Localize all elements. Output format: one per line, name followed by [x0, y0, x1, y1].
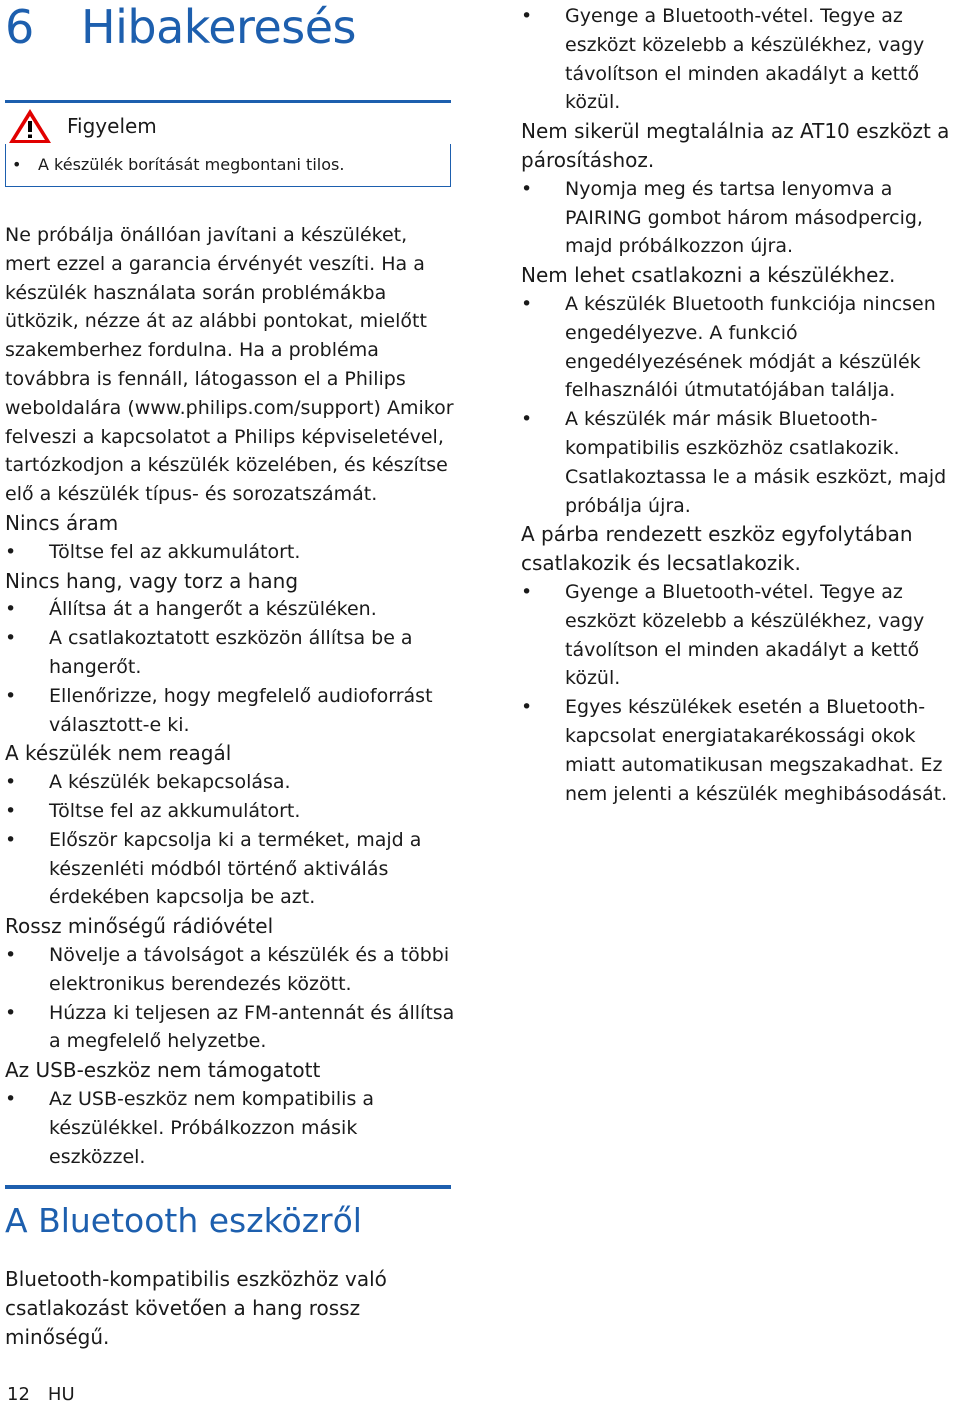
section-rule [5, 1185, 451, 1189]
section-heading: Rossz minőségű rádióvétel [5, 914, 274, 939]
list-item [521, 693, 960, 808]
list-item-text: Töltse fel az akkumulátort. [49, 799, 301, 822]
list-item-text: Növelje a távolságot a készülék és a többi elektronikus berendezés között. [49, 943, 450, 995]
list-item-text: Töltse fel az akkumulátort. [49, 540, 301, 563]
bullet: • [5, 627, 17, 650]
chapter-number: 6 [5, 0, 34, 54]
bullet-list [5, 768, 455, 912]
right-column [521, 2, 960, 808]
list-item [521, 175, 960, 261]
warning-icon [5, 107, 55, 145]
list-item-text: Húzza ki teljesen az FM-antennát és állítsa a megfelelő helyzetbe. [49, 1001, 455, 1053]
bullet: • [5, 598, 17, 621]
list-item-text: Az USB-eszköz nem kompatibilis a készülékkel. Próbálkozzon másik eszközzel. [49, 1087, 375, 1168]
list-item [5, 999, 455, 1057]
list-item-text: A készülék Bluetooth funkciója nincsen engedélyezve. A funkció engedélyezésének módját a készülék felhasználói útmutatójában találja. [565, 292, 936, 402]
chapter-title [5, 0, 455, 54]
chapter-heading: Hibakeresés [81, 0, 356, 54]
bullet: • [5, 1087, 17, 1110]
list-item-text: A készülék már másik Bluetooth-kompatibilis eszközhöz csatlakozik. Csatlakoztassa le a másik eszközt, majd próbálja újra. [565, 408, 947, 517]
list-item-text: Állítsa át a hangerőt a készüléken. [49, 598, 377, 621]
bullet: • [521, 292, 533, 315]
bullet: • [5, 828, 17, 851]
list-item-text: Először kapcsolja ki a terméket, majd a készenléti módból történő aktiválás érdekében kapcsolja be azt. [49, 828, 422, 909]
intro-paragraph: Ne próbálja önállóan javítani a készüléket, mert ezzel a garancia érvényét veszíti. Ha a készülék használata során problémákba ütközik, nézze át az alábbi pontokat, mielőtt szakemberhez fordulna. Ha a probléma továbbra is fennáll, látogasson el a Philips weboldalára (www.philips.com/support) Amikor felveszi a kapcsolatot a Philips képviseletével, tartózkodjon a készülék közelében, és készítse elő a készülék típus- és sorozatszámát. [5, 224, 454, 506]
section-heading: A párba rendezett eszköz egyfolytában csatlakozik és lecsatlakozik. [521, 522, 913, 576]
bullet: • [5, 1001, 17, 1024]
section-heading: Nem sikerül megtalálnia az AT10 eszközt a párosításhoz. [521, 119, 950, 172]
list-item [5, 1085, 455, 1171]
right-intro-list [521, 2, 960, 117]
right-troubleshooting-list [521, 117, 960, 808]
bluetooth-subheading: Bluetooth-kompatibilis eszközhöz való csatlakozást követően a hang rossz minőségű. [5, 1267, 387, 1349]
bluetooth-section-title: A Bluetooth eszközről [5, 1201, 362, 1240]
bullet-list [5, 1085, 455, 1171]
bullet: • [5, 943, 17, 966]
bullet-list [521, 290, 960, 520]
warning-header [5, 100, 451, 146]
warning-item [12, 154, 344, 176]
list-item [521, 2, 960, 117]
warning-body [5, 144, 451, 187]
section-heading: Nem lehet csatlakozni a készülékhez. [521, 263, 896, 288]
warning-box [5, 100, 451, 187]
section-heading: Nincs áram [5, 510, 119, 535]
bullet: • [5, 799, 17, 822]
list-item [5, 538, 455, 567]
bullet-list [521, 175, 960, 261]
list-item-text: Ellenőrizze, hogy megfelelő audioforrást választott-e ki. [49, 684, 433, 736]
list-item [5, 595, 455, 624]
list-item-text: Gyenge a Bluetooth-vétel. Tegye az eszközt közelebb a készülékhez, vagy távolítson el minden akadályt a kettő közül. [565, 580, 925, 690]
bullet-list [521, 578, 960, 808]
bullet: • [5, 684, 17, 707]
bullet: • [521, 5, 533, 27]
list-item [5, 682, 455, 740]
list-item [5, 826, 455, 912]
bullet-list [5, 538, 455, 567]
warning-item-text: A készülék borítását megbontani tilos. [38, 155, 345, 174]
left-troubleshooting-list [5, 509, 455, 1171]
list-item [521, 405, 960, 520]
page-footer [7, 1384, 75, 1405]
language-code: HU [47, 1384, 75, 1405]
list-item [5, 624, 455, 682]
page-number: 12 [7, 1384, 30, 1405]
list-item-text: A csatlakoztatott eszközön állítsa be a hangerőt. [49, 627, 413, 678]
bullet: • [5, 771, 17, 794]
section-heading: A készülék nem reagál [5, 741, 232, 766]
bullet: • [5, 540, 17, 563]
list-item-text: Egyes készülékek esetén a Bluetooth-kapcsolat energiatakarékossági okok miatt automatikusan megszakadhat. Ez nem jelenti a készülék meghibásodását. [565, 696, 948, 805]
list-item [5, 941, 455, 999]
list-item-text: Gyenge a Bluetooth-vétel. Tegye az eszközt közelebb a készülékhez, vagy távolítson el minden akadályt a kettő közül. [565, 5, 925, 114]
warning-title: Figyelem [67, 114, 157, 138]
left-column [5, 0, 455, 1171]
bullet-list [5, 595, 455, 739]
list-item [521, 290, 960, 405]
section-heading: Nincs hang, vagy torz a hang [5, 568, 299, 593]
bullet: • [521, 408, 533, 431]
list-item-text: A készülék bekapcsolása. [49, 771, 291, 794]
list-item [5, 768, 455, 797]
list-item [5, 797, 455, 826]
list-item [521, 578, 960, 693]
bullet: • [521, 580, 533, 603]
section-heading: Az USB-eszköz nem támogatott [5, 1058, 321, 1083]
list-item-text: Nyomja meg és tartsa lenyomva a PAIRING gombot három másodpercig, majd próbálkozzon újra. [565, 177, 923, 258]
bullet: • [521, 177, 533, 200]
bluetooth-section [5, 1185, 451, 1351]
bullet-list [5, 941, 455, 1056]
bullet: • [521, 696, 533, 719]
bullet: • [12, 155, 22, 174]
